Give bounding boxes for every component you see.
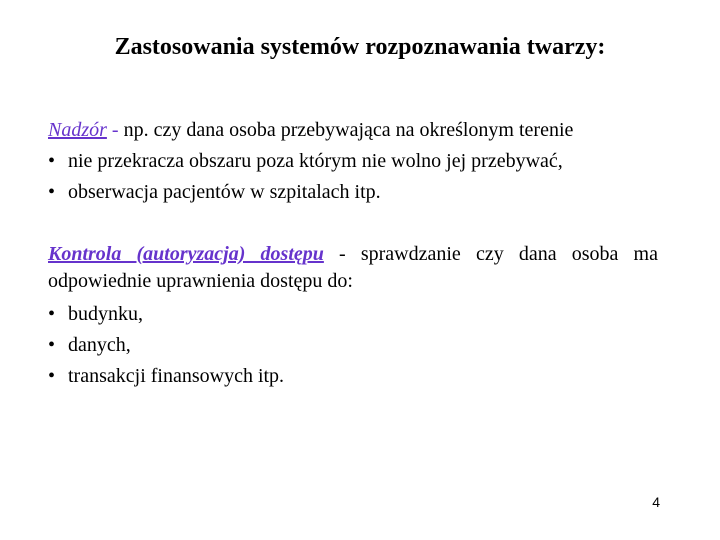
section-surveillance xyxy=(48,115,658,208)
term-dash: - xyxy=(323,243,361,265)
list-item-text: danych, xyxy=(68,334,131,356)
bullet-icon: • xyxy=(48,150,56,172)
section-surveillance-intro xyxy=(48,115,658,146)
list-item xyxy=(48,299,658,330)
list-item-text: obserwacja pacjentów w szpitalach itp. xyxy=(68,181,381,203)
slide-title: Zastosowania systemów rozpoznawania twarzy: xyxy=(114,34,606,60)
list-item-text: transakcji finansowych itp. xyxy=(68,365,285,387)
list-item xyxy=(48,330,658,361)
list-item xyxy=(48,361,658,392)
bullet-icon: • xyxy=(48,334,56,356)
term-surveillance: Nadzór xyxy=(48,119,107,141)
list-item xyxy=(48,146,658,177)
list-item-text: budynku, xyxy=(68,303,143,325)
access-control-bullet-list xyxy=(48,299,658,392)
section-access-control-intro xyxy=(48,241,658,295)
bullet-icon: • xyxy=(48,303,56,325)
term-dash: - xyxy=(106,119,124,141)
bullet-icon: • xyxy=(48,181,56,203)
bullet-icon: • xyxy=(48,365,56,387)
surveillance-bullet-list xyxy=(48,146,658,208)
surveillance-description: np. czy dana osoba przebywająca na określonym terenie xyxy=(123,119,574,141)
term-access-control: Kontrola (autoryzacja) dostępu xyxy=(48,243,324,265)
access-control-description: sprawdzanie czy dana osoba ma odpowiednie uprawnienia dostępu do: xyxy=(48,243,658,292)
list-item xyxy=(48,177,658,208)
list-item-text: nie przekracza obszaru poza którym nie wolno jej przebywać, xyxy=(68,150,563,172)
section-access-control xyxy=(48,241,658,392)
page-number: 4 xyxy=(652,494,660,510)
